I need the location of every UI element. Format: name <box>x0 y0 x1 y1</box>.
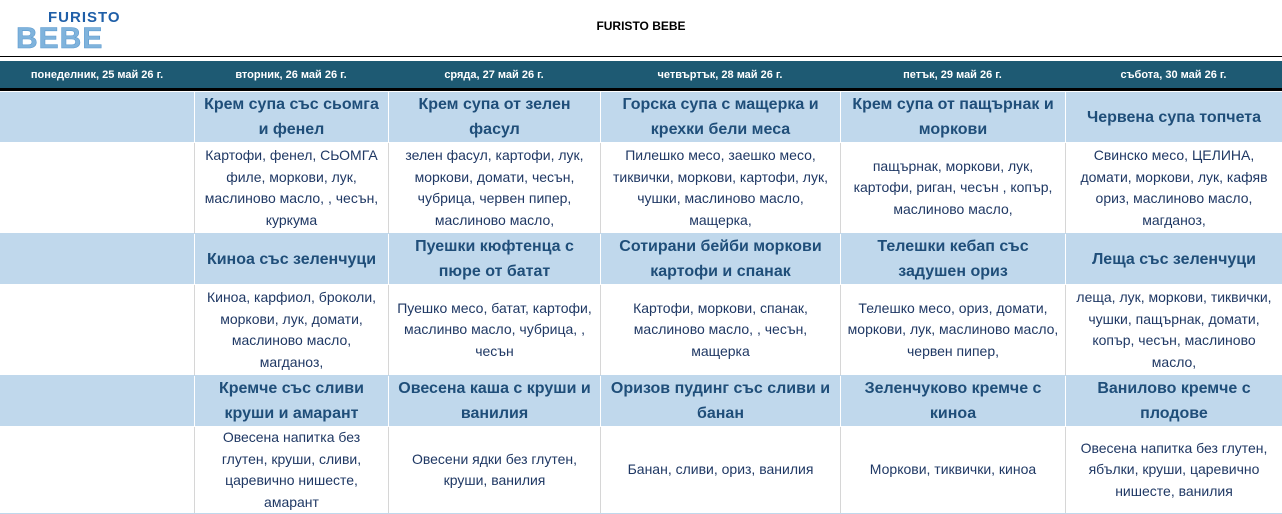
day-header-divider <box>0 88 1282 91</box>
ingredients-cell: Пуешко месо, батат, картофи, маслинво масло, чубрица, , чесън <box>388 285 600 375</box>
meal-title-cell <box>0 376 194 426</box>
ingredients-cell: Телешко месо, ориз, домати, моркови, лук, маслиново масло, червен пипер, <box>840 285 1065 375</box>
meal-title-cell: Оризов пудинг със сливи и банан <box>600 376 840 426</box>
ingredients-cell: Овесени ядки без глутен, круши, ванилия <box>388 427 600 513</box>
meal-title-cell: Крем супа със сьомга и фенел <box>194 92 388 142</box>
ingredients-cell: пащърнак, моркови, лук, картофи, риган, чесън , копър, маслиново масло, <box>840 143 1065 233</box>
ingredients-cell: Овесена напитка без глутен, круши, сливи, царевично нишесте, амарант <box>194 427 388 513</box>
day-header-thursday: четвъртък, 28 май 26 г. <box>657 69 783 81</box>
ingredients-cell: Моркови, тиквички, киноа <box>840 427 1065 513</box>
meal-title-cell: Пуешки кюфтенца с пюре от батат <box>388 234 600 284</box>
day-header-bar <box>0 61 1282 88</box>
day-header-saturday: събота, 30 май 26 г. <box>1120 69 1227 81</box>
day-header-wednesday: сряда, 27 май 26 г. <box>444 69 544 81</box>
meal-1-title-row <box>0 92 1282 143</box>
meal-title-cell: Кремче със сливи круши и амарант <box>194 376 388 426</box>
ingredients-cell: Овесена напитка без глутен, ябълки, круши, царевично нишесте, ванилия <box>1065 427 1282 513</box>
ingredients-cell <box>0 285 194 375</box>
meal-title-cell: Леща със зеленчуци <box>1065 234 1282 284</box>
meal-title-cell <box>0 234 194 284</box>
meal-1-ingredients-row <box>0 143 1282 234</box>
meal-title-cell: Ванилово кремче с плодове <box>1065 376 1282 426</box>
ingredients-cell: Банан, сливи, ориз, ванилия <box>600 427 840 513</box>
day-header-friday: петък, 29 май 26 г. <box>903 69 1002 81</box>
meal-title-cell: Крем супа от зелен фасул <box>388 92 600 142</box>
meal-2-title-row <box>0 234 1282 285</box>
ingredients-cell: Свинско месо, ЦЕЛИНА, домати, моркови, лук, кафяв ориз, маслиново масло, магданоз, <box>1065 143 1282 233</box>
header-divider <box>0 56 1282 57</box>
ingredients-cell <box>0 143 194 233</box>
ingredients-cell: Пилешко месо, заешко месо, тиквички, моркови, картофи, лук, чушки, маслиново масло, мащерка, <box>600 143 840 233</box>
page-title: FURISTO BEBE <box>596 19 686 33</box>
meal-title-cell: Зеленчуково кремче с киноа <box>840 376 1065 426</box>
meal-title-cell: Овесена каша с круши и ванилия <box>388 376 600 426</box>
header <box>0 0 1282 56</box>
meal-title-cell: Телешки кебап със задушен ориз <box>840 234 1065 284</box>
day-header-tuesday: вторник, 26 май 26 г. <box>235 69 347 81</box>
meal-title-cell: Сотирани бейби моркови картофи и спанак <box>600 234 840 284</box>
meal-title-cell: Червена супа топчета <box>1065 92 1282 142</box>
menu-grid <box>0 92 1282 514</box>
meal-3-ingredients-row <box>0 427 1282 514</box>
ingredients-cell <box>0 427 194 513</box>
meal-3-title-row <box>0 376 1282 427</box>
meal-title-cell <box>0 92 194 142</box>
logo-line1: FURISTO <box>48 9 121 26</box>
ingredients-cell: зелен фасул, картофи, лук, моркови, домати, чесън, чубрица, червен пипер, маслиново масло, <box>388 143 600 233</box>
ingredients-cell: Картофи, фенел, СЬОМГА филе, моркови, лук, маслиново масло, , чесън, куркума <box>194 143 388 233</box>
day-header-monday: понеделник, 25 май 26 г. <box>30 69 164 81</box>
meal-title-cell: Киноа със зеленчуци <box>194 234 388 284</box>
logo-line2: BEBE <box>16 22 104 52</box>
ingredients-cell: Картофи, моркови, спанак, маслиново масло, , чесън, мащерка <box>600 285 840 375</box>
meal-2-ingredients-row <box>0 285 1282 376</box>
meal-title-cell: Горска супа с мащерка и крехки бели меса <box>600 92 840 142</box>
ingredients-cell: Киноа, карфиол, броколи, моркови, лук, домати, маслиново масло, магданоз, <box>194 285 388 375</box>
meal-title-cell: Крем супа от пащърнак и моркови <box>840 92 1065 142</box>
ingredients-cell: леща, лук, моркови, тиквички, чушки, пащърнак, домати, копър, чесън, маслиново масло, <box>1065 285 1282 375</box>
